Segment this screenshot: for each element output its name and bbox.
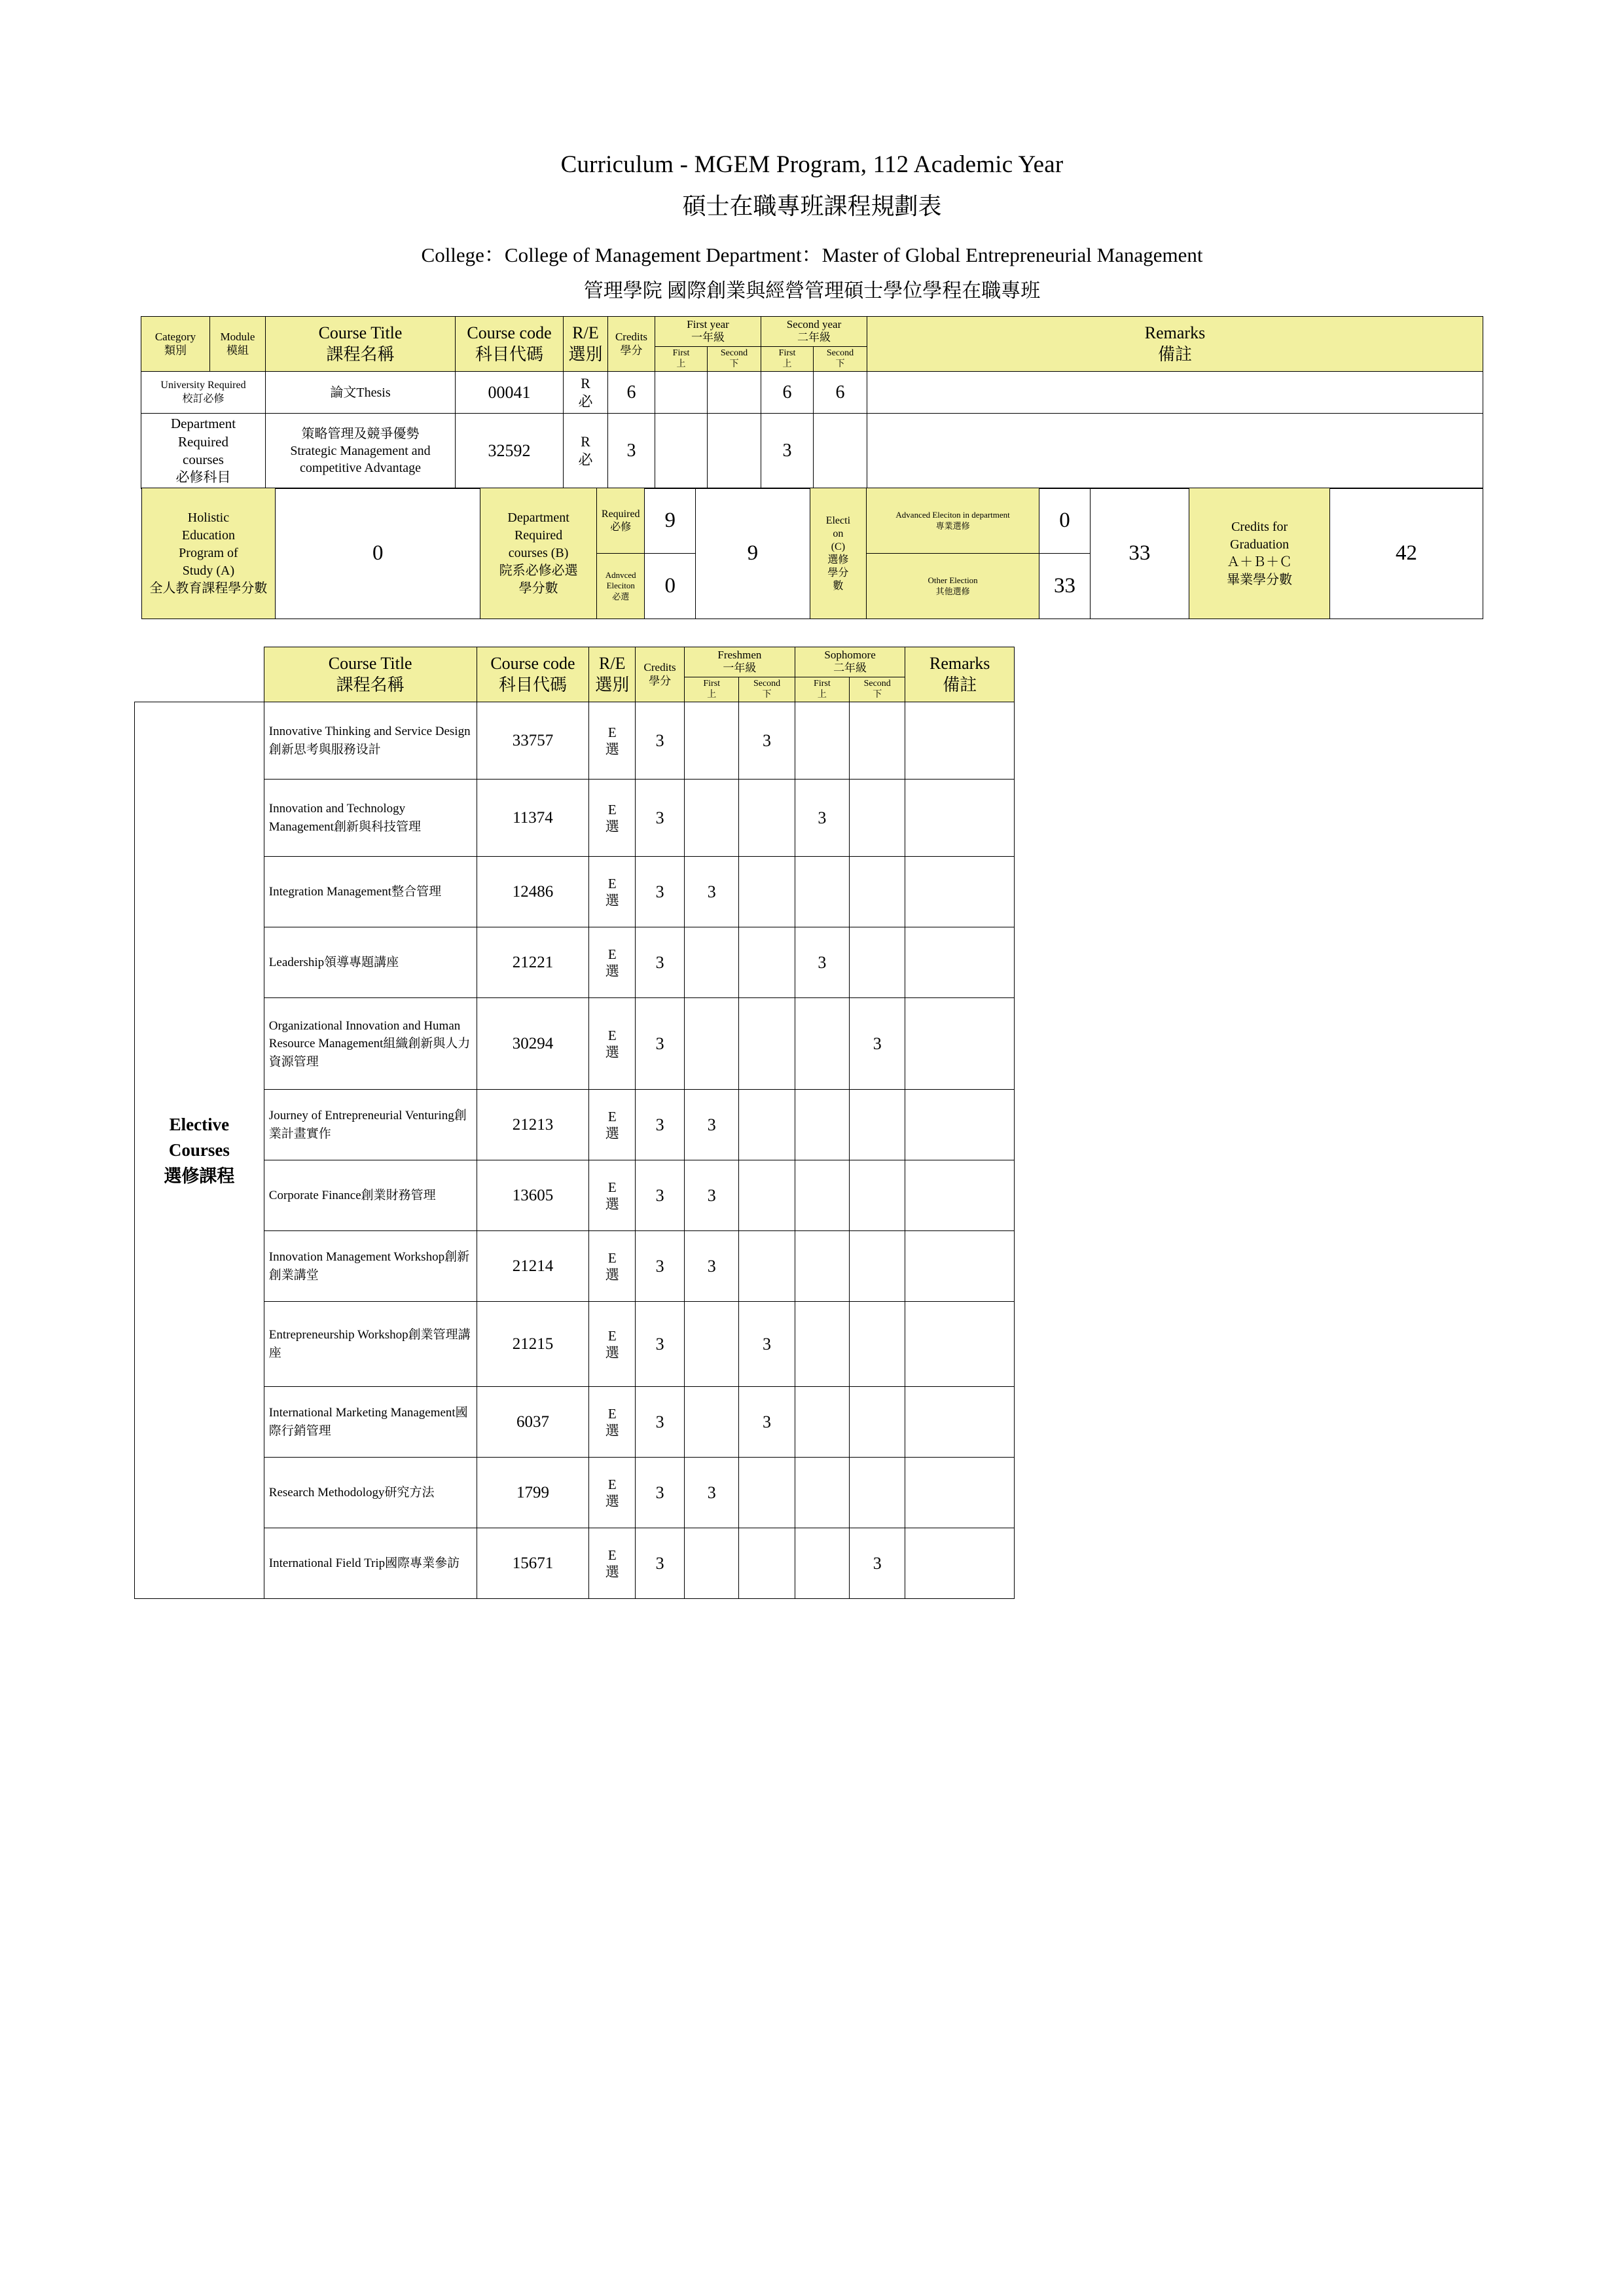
row-y2s1 [795,1090,849,1160]
row-course-title: 策略管理及競爭優勢 Strategic Management and competitive Advantage [266,414,456,488]
page-title-en: Curriculum - MGEM Program, 112 Academic Year [560,151,1064,178]
election-other-value: 33 [1039,554,1091,619]
row-course-title: Entrepreneurship Workshop創業管理講座 [264,1302,477,1387]
row-credits: 3 [636,1090,685,1160]
row-y2s1 [795,702,849,780]
election-advanced-value: 0 [1039,488,1091,554]
header-first-year: First year 一年級 [655,317,761,347]
row-y2s2: 3 [850,1528,905,1599]
row-y2s2 [850,1458,905,1528]
row-credits: 3 [636,1528,685,1599]
row-course-code: 30294 [477,998,589,1090]
row-credits: 3 [636,702,685,780]
header-second-year: Sophomore 二年級 [795,647,905,677]
row-re: E 選 [589,927,636,998]
header-y1-first: First 上 [655,346,708,372]
row-credits: 3 [636,1160,685,1231]
dept-required-sublabel: Required 必修 [597,488,645,554]
election-other-label: Other Election 其他選修 [867,554,1039,619]
row-course-code: 00041 [456,372,564,414]
row-remarks [905,1302,1015,1387]
summary-row-top [141,488,1483,554]
page-title-zh: 碩士在職專班課程規劃表 [682,193,942,219]
row-remarks [905,927,1015,998]
row-y1s1 [685,998,739,1090]
row-y2s2 [850,1231,905,1302]
table-row [141,414,1483,488]
header-first-year: Freshmen 一年級 [685,647,795,677]
row-y1s2 [739,998,795,1090]
row-course-code: 6037 [477,1387,589,1458]
row-course-title: Organizational Innovation and Human Resource Management組織創新與人力資源管理 [264,998,477,1090]
row-y1s1: 3 [685,1231,739,1302]
row-re: E 選 [589,1160,636,1231]
row-course-title: 論文Thesis [266,372,456,414]
row-re: E 選 [589,1090,636,1160]
row-y2s2 [814,414,867,488]
row-re: E 選 [589,1458,636,1528]
graduation-label: Credits for Graduation Ａ＋Ｂ＋Ｃ 畢業學分數 [1189,488,1330,619]
elective-section-label: Elective Courses 選修課程 [135,702,264,1599]
row-remarks [905,1528,1015,1599]
dept-required-label: Department Required courses (B) 院系必修必選 學分數 [480,488,597,619]
row-y1s2 [739,1160,795,1231]
row-y2s2: 3 [850,998,905,1090]
table-row [135,1458,1015,1528]
row-y1s2 [739,1528,795,1599]
credits-summary-table [141,488,1483,619]
header-module: Module 模組 [210,317,266,372]
row-y1s1 [655,414,708,488]
row-course-code: 1799 [477,1458,589,1528]
header-category: Category 類別 [141,317,210,372]
row-y2s2 [850,1302,905,1387]
row-y1s1: 3 [685,1090,739,1160]
row-course-code: 21215 [477,1302,589,1387]
row-y1s2: 3 [739,1387,795,1458]
row-credits: 6 [608,372,655,414]
election-total-value: 33 [1090,488,1189,619]
graduation-value: 42 [1330,488,1483,619]
row-y2s1: 3 [795,927,849,998]
table-row [135,1387,1015,1458]
holistic-label: Holistic Education Program of Study (A) 全人教育課程學分數 [141,488,276,619]
row-y1s2 [739,857,795,927]
row-course-code: 13605 [477,1160,589,1231]
row-y2s1: 6 [761,372,814,414]
row-credits: 3 [636,780,685,857]
header-y2-first: First 上 [795,677,849,702]
dept-total-value: 9 [696,488,810,619]
row-y1s1: 3 [685,1458,739,1528]
header-y2-second: Second 下 [850,677,905,702]
row-re: E 選 [589,1231,636,1302]
row-category: University Required 校訂必修 [141,372,266,414]
row-remarks [905,780,1015,857]
table-row [135,1302,1015,1387]
row-y1s1 [685,927,739,998]
row-y2s2 [850,927,905,998]
header-re: R/E 選別 [564,317,608,372]
row-y2s1: 3 [795,780,849,857]
row-y1s1 [685,780,739,857]
row-re: R 必 [564,372,608,414]
row-credits: 3 [636,1231,685,1302]
table-row [135,1160,1015,1231]
spacer-cell [135,647,264,702]
row-remarks [867,372,1483,414]
row-remarks [905,1231,1015,1302]
row-remarks [905,857,1015,927]
row-y2s2 [850,780,905,857]
header-y2-second: Second 下 [814,346,867,372]
table-header-row [141,317,1483,347]
dept-advanced-sublabel: Adnvced Eleciton 必選 [597,554,645,619]
row-y1s1: 3 [685,1160,739,1231]
table-row [135,702,1015,780]
row-y2s1: 3 [761,414,814,488]
row-y1s2 [739,1090,795,1160]
row-re: E 選 [589,857,636,927]
row-y2s1 [795,1231,849,1302]
row-course-title: Leadership領導專題講座 [264,927,477,998]
table-row [135,780,1015,857]
header-y1-second: Second 下 [739,677,795,702]
row-y2s1 [795,857,849,927]
table-row [135,857,1015,927]
row-y1s2 [708,414,761,488]
row-y2s2 [850,1090,905,1160]
row-y1s2 [739,1231,795,1302]
header-y2-first: First 上 [761,346,814,372]
row-remarks [905,1387,1015,1458]
row-course-title: International Marketing Management國際行銷管理 [264,1387,477,1458]
header-course-code: Course code 科目代碼 [477,647,589,702]
dept-advanced-value: 0 [645,554,696,619]
row-course-title: Integration Management整合管理 [264,857,477,927]
dept-required-value: 9 [645,488,696,554]
row-credits: 3 [636,1387,685,1458]
holistic-value: 0 [276,488,480,619]
row-credits: 3 [636,927,685,998]
row-y1s2: 3 [739,1302,795,1387]
row-category: Department Required courses 必修科目 [141,414,266,488]
header-credits: Credits 學分 [608,317,655,372]
row-y2s2: 6 [814,372,867,414]
row-re: R 必 [564,414,608,488]
row-remarks [905,1090,1015,1160]
row-course-code: 15671 [477,1528,589,1599]
row-y1s2 [739,927,795,998]
table-row [135,1528,1015,1599]
row-course-code: 21214 [477,1231,589,1302]
row-remarks [905,1458,1015,1528]
row-re: E 選 [589,1387,636,1458]
row-credits: 3 [636,857,685,927]
title-block [0,151,1624,303]
row-credits: 3 [636,1302,685,1387]
row-course-title: Innovative Thinking and Service Design創新思考與服務设計 [264,702,477,780]
header-y1-second: Second 下 [708,346,761,372]
row-course-code: 32592 [456,414,564,488]
header-credits: Credits 學分 [636,647,685,702]
row-re: E 選 [589,702,636,780]
row-course-code: 33757 [477,702,589,780]
row-credits: 3 [636,1458,685,1528]
row-y2s2 [850,1387,905,1458]
row-y1s1 [685,1302,739,1387]
header-course-code: Course code 科目代碼 [456,317,564,372]
header-remarks: Remarks 備註 [905,647,1015,702]
row-course-title: Innovation and Technology Management創新與科技管理 [264,780,477,857]
row-course-code: 21221 [477,927,589,998]
row-re: E 選 [589,1302,636,1387]
row-y1s1 [685,1528,739,1599]
row-y2s1 [795,1387,849,1458]
row-course-title: Research Methodology研究方法 [264,1458,477,1528]
row-course-title: Corporate Finance創業財務管理 [264,1160,477,1231]
table-row [141,372,1483,414]
row-y1s1 [685,702,739,780]
row-course-code: 21213 [477,1090,589,1160]
row-y2s1 [795,1160,849,1231]
table-row [135,1090,1015,1160]
row-credits: 3 [608,414,655,488]
row-credits: 3 [636,998,685,1090]
row-y2s2 [850,857,905,927]
subtitle-en: College：College of Management Department：Master of Global Entrepreneurial Management [421,243,1203,266]
row-course-code: 12486 [477,857,589,927]
row-y2s2 [850,702,905,780]
header-second-year: Second year 二年級 [761,317,867,347]
header-y1-first: First 上 [685,677,739,702]
row-remarks [905,998,1015,1090]
row-course-title: Journey of Entrepreneurial Venturing創業計畫實作 [264,1090,477,1160]
header-course-title: Course Title 課程名稱 [266,317,456,372]
row-y1s1 [655,372,708,414]
row-y2s2 [850,1160,905,1231]
row-y1s2 [739,1458,795,1528]
election-advanced-label: Advanced Eleciton in department 專業選修 [867,488,1039,554]
header-remarks: Remarks 備註 [867,317,1483,372]
row-re: E 選 [589,1528,636,1599]
row-course-title: International Field Trip國際專業參訪 [264,1528,477,1599]
curriculum-required-table [141,316,1483,489]
row-remarks [905,1160,1015,1231]
row-y2s1 [795,998,849,1090]
table-row [135,927,1015,998]
row-y1s1: 3 [685,857,739,927]
row-remarks [905,702,1015,780]
table-row [135,1231,1015,1302]
subtitle-zh: 管理學院 國際創業與經營管理碩士學位學程在職專班 [583,280,1041,302]
row-re: E 選 [589,998,636,1090]
row-y1s2 [739,780,795,857]
header-course-title: Course Title 課程名稱 [264,647,477,702]
row-re: E 選 [589,780,636,857]
row-course-code: 11374 [477,780,589,857]
row-y1s2: 3 [739,702,795,780]
row-y1s2 [708,372,761,414]
row-y2s1 [795,1302,849,1387]
header-re: R/E 選別 [589,647,636,702]
row-y1s1 [685,1387,739,1458]
row-y2s1 [795,1458,849,1528]
table-header-row [135,647,1015,677]
row-y2s1 [795,1528,849,1599]
table-row [135,998,1015,1090]
election-label: Electi on (C) 選修 學分 數 [810,488,866,619]
row-course-title: Innovation Management Workshop創新創業講堂 [264,1231,477,1302]
elective-courses-table [134,647,1015,1599]
row-remarks [867,414,1483,488]
